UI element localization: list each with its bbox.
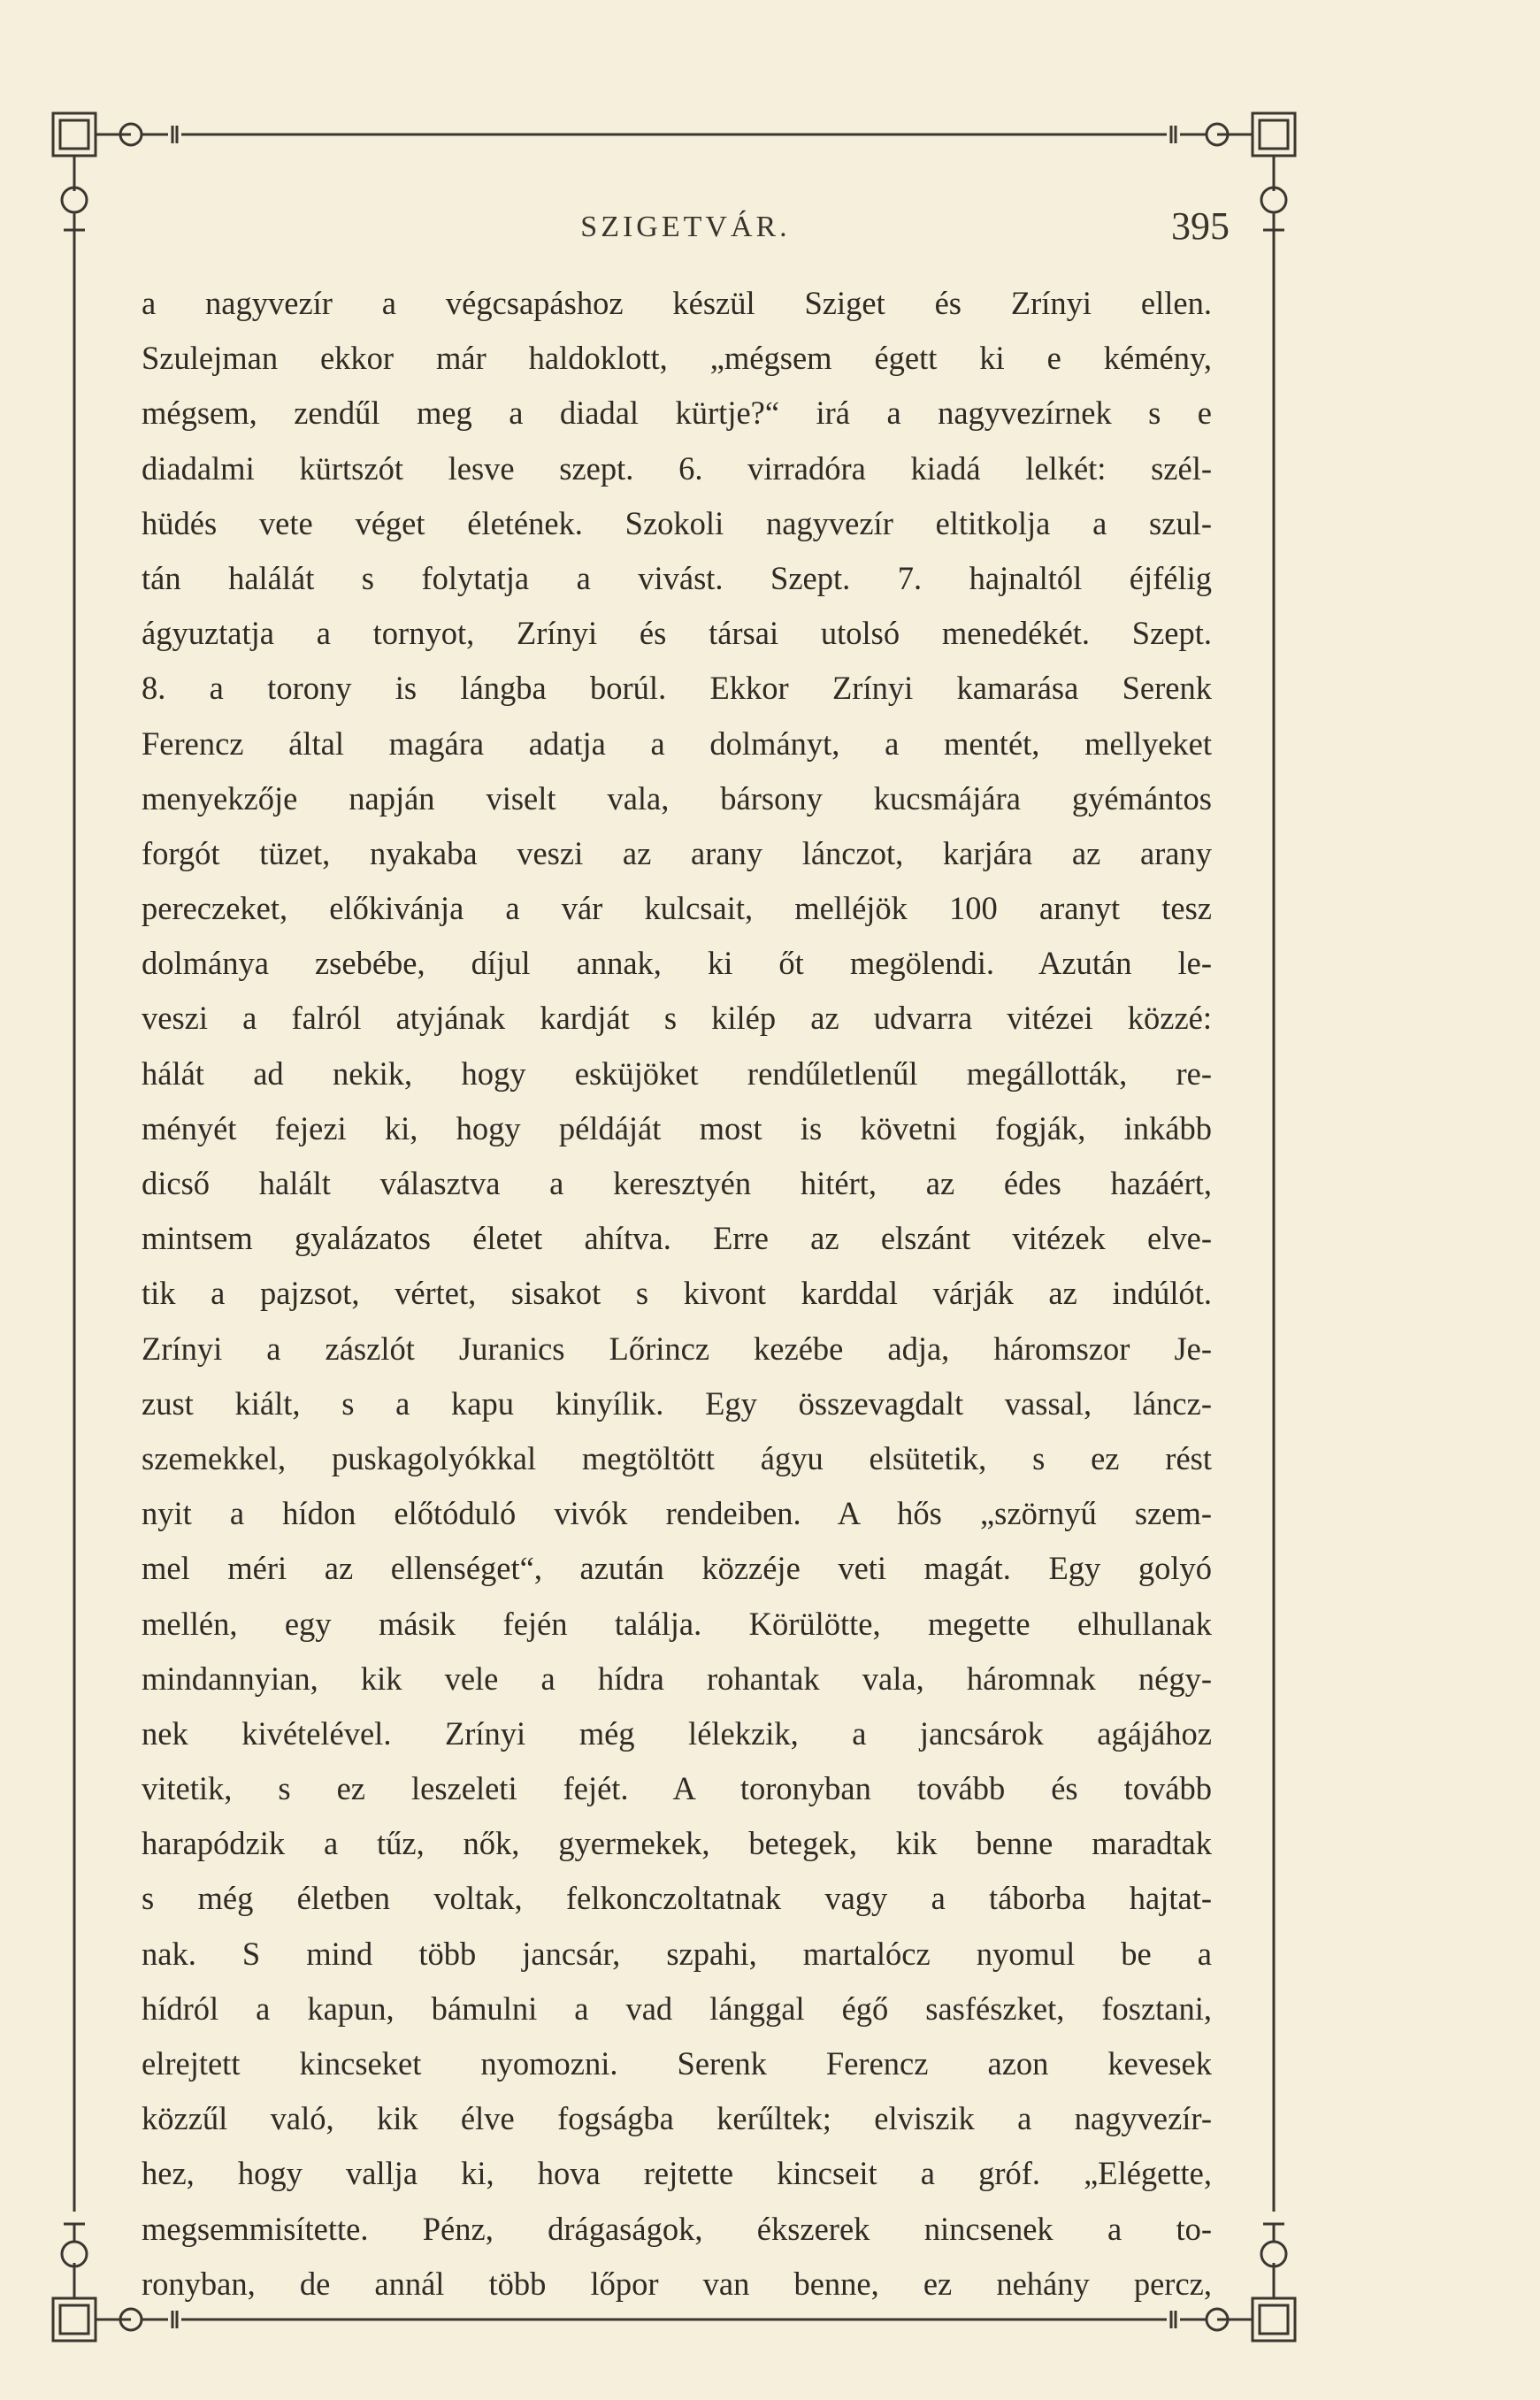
text-line: ronyban, de annál több lőpor van benne, ez nehány percz,	[142, 2265, 1212, 2302]
text-line: harapódzik a tűz, nők, gyermekek, betegek, kik benne maradtak	[142, 1825, 1212, 1862]
text-line: vitetik, s ez leszeleti fejét. A toronyban tovább és tovább	[142, 1770, 1212, 1807]
text-line: elrejtett kincseket nyomozni. Serenk Ferencz azon kevesek	[142, 2045, 1212, 2082]
running-head	[142, 203, 1230, 257]
text-line: ágyuztatja a tornyot, Zrínyi és társai utolsó menedékét. Szept.	[142, 615, 1212, 652]
running-title: SZIGETVÁR.	[580, 211, 791, 243]
text-line: Ferencz által magára adatja a dolmányt, a mentét, mellyeket	[142, 725, 1212, 762]
text-line: közzűl való, kik élve fogságba kerűltek; elviszik a nagyvezír-	[142, 2100, 1212, 2137]
text-line: pereczeket, előkivánja a vár kulcsait, melléjök 100 aranyt tesz	[142, 890, 1212, 927]
text-line: nyit a hídon előtóduló vivók rendeiben. A hős „szörnyű szem-	[142, 1495, 1212, 1532]
text-line: menyekzője napján viselt vala, bársony kucsmájára gyémántos	[142, 779, 1212, 817]
text-line: forgót tüzet, nyakaba veszi az arany lánczot, karjára az arany	[142, 834, 1212, 871]
text-line: mel méri az ellenséget“, azután közzéje veti magát. Egy golyó	[142, 1550, 1212, 1587]
text-line: nak. S mind több jancsár, szpahi, martalócz nyomul be a	[142, 1935, 1212, 1972]
text-line: tik a pajzsot, vértet, sisakot s kivont karddal várják az indúlót.	[142, 1275, 1212, 1312]
text-line: nek kivételével. Zrínyi még lélekzik, a jancsárok agájához	[142, 1714, 1212, 1752]
text-line: hez, hogy vallja ki, hova rejtette kincseit a gróf. „Elégette,	[142, 2155, 1212, 2192]
text-line: hálát ad nekik, hogy esküjöket rendűletlenűl megállották, re-	[142, 1054, 1212, 1092]
text-line: mégsem, zendűl meg a diadal kürtje?“ irá a nagyvezírnek s e	[142, 395, 1212, 432]
text-line: zust kiált, s a kapu kinyílik. Egy összevagdalt vassal, láncz-	[142, 1384, 1212, 1422]
text-line: dicső halált választva a keresztyén hitért, az édes hazáért,	[142, 1165, 1212, 1201]
text-line: mellén, egy másik fején találja. Körülötte, megette elhullanak	[142, 1605, 1212, 1642]
text-line: ményét fejezi ki, hogy példáját most is követni fogják, inkább	[142, 1109, 1212, 1146]
text-line: Zrínyi a zászlót Juranics Lőrincz kezébe adja, háromszor Je-	[142, 1330, 1212, 1367]
text-line: dolmánya zsebébe, díjul annak, ki őt megölendi. Azután le-	[142, 945, 1212, 982]
page-number: 395	[1171, 204, 1230, 248]
body-text	[142, 276, 1212, 2312]
text-line: hüdés vete véget életének. Szokoli nagyvezír eltitkolja a szul-	[142, 504, 1212, 541]
text-line: tán halálát s folytatja a vivást. Szept. 7. hajnaltól éjfélig	[142, 559, 1212, 596]
text-line: Szulejman ekkor már haldoklott, „mégsem égett ki e kémény,	[142, 340, 1212, 377]
text-line: megsemmisítette. Pénz, drágaságok, ékszerek nincsenek a to-	[142, 2210, 1212, 2247]
text-line: 8. a torony is lángba borúl. Ekkor Zrínyi kamarása Serenk	[142, 670, 1212, 707]
text-line: diadalmi kürtszót lesve szept. 6. virradóra kiadá lelkét: szél-	[142, 449, 1212, 487]
text-line: hídról a kapun, bámulni a vad lánggal égő sasfészket, fosztani,	[142, 1990, 1212, 2027]
text-line: veszi a falról atyjának kardját s kilép az udvarra vitézei közzé:	[142, 1000, 1212, 1037]
text-line: a nagyvezír a végcsapáshoz készül Sziget és Zrínyi ellen.	[142, 285, 1212, 321]
text-line: mindannyian, kik vele a hídra rohantak vala, háromnak négy-	[142, 1660, 1212, 1697]
text-line: mintsem gyalázatos életet ahítva. Erre az elszánt vitézek elve-	[142, 1220, 1212, 1257]
text-line: s még életben voltak, felkonczoltatnak vagy a táborba hajtat-	[142, 1880, 1212, 1917]
text-line: szemekkel, puskagolyókkal megtöltött ágyu elsütetik, s ez rést	[142, 1439, 1212, 1476]
